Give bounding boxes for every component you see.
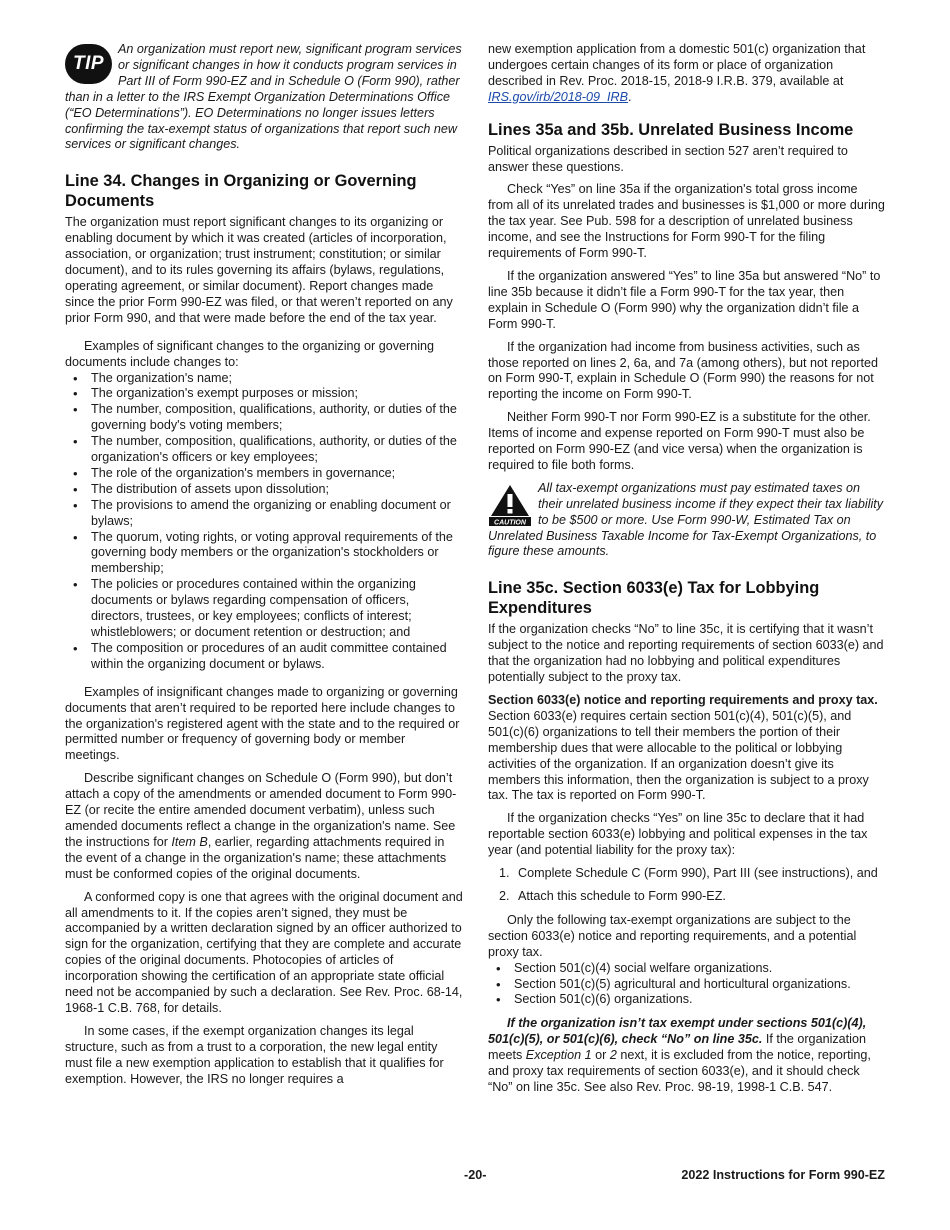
step-item [499, 888, 886, 905]
line35ab-paragraph-4: If the organization had income from business activities, such as those reported on lines 2, 6a, and 7a (among others), but not reported on Form 990-T, explain in Schedule O (Form 990) the reasons for not reporting the income on Form 990-T. [488, 339, 878, 402]
list-item: • The role of the organization's members in governance; [91, 466, 463, 482]
line34-paragraph-3: Examples of insignificant changes made to organizing or governing documents that aren’t required to be reported here include changes to the organization's registered agent with the state and to the required or permitted number or frequency of governing body or member meetings. [65, 684, 460, 763]
line35ab-paragraph-5: Neither Form 990-T nor Form 990-EZ is a substitute for the other. Items of income and expense reported on Form 990-T must also be reported on Form 990-EZ (and vice versa) when the organization is required to file both forms. [488, 410, 871, 472]
step-number: 1. [499, 866, 510, 881]
step-number: 2. [499, 888, 510, 903]
line34-paragraph-1: The organization must report significant changes to its organizing or enabling document by which it was created (articles of incorporation, association, or organization; trust instrument; constitution; or similar document), and to its rules governing its affairs (bylaws, regulations, operating agreement, or similar document). Report changes made since the prior Form 990-EZ was filed, or that weren’t reported on any prior Form 990, and that were made before the end of the tax year. [65, 215, 453, 325]
page-number: -20- [464, 1168, 487, 1182]
line35c-paragraph-3: If the organization checks “Yes” on line 35c to declare that it had reportable section 6033(e) lobbying and political expenses in the tax year (and potential liability for the proxy tax): [488, 811, 868, 858]
tip-note [65, 42, 463, 153]
organizations-list [488, 961, 886, 1009]
tip-text: An organization must report new, significant program services or significant changes in how it conducts program services in Part III of Form 990-EZ and in Schedule O (Form 990), rather than in a letter to the IRS Exempt Organization Determinations Office (“EO Determinations”). EO Determinations no longer issues letters confirming the tax-exempt status of organizations that report such new services or significant changes. [65, 42, 462, 152]
line35ab-heading: Lines 35a and 35b. Unrelated Business Income [488, 120, 854, 139]
caution-label: CAUTION [494, 519, 526, 527]
list-item: • The composition or procedures of an audit committee contained within the organizing document or bylaws. [91, 641, 463, 673]
line35ab-paragraph-2: Check “Yes” on line 35a if the organization's total gross income from all of its unrelated trades and businesses is $1,000 or more during the tax year. See Pub. 598 for a description of unrelated business income, and see the Instructions for Form 990-T for the filing requirements of Form 990-T. [488, 182, 885, 261]
list-item: • Section 501(c)(4) social welfare organizations. [514, 961, 886, 977]
line35c-paragraph-4: Only the following tax-exempt organizations are subject to the section 6033(e) notice and reporting requirements, and a potential proxy tax. [488, 912, 857, 959]
left-column [65, 42, 463, 1094]
list-item: • The policies or procedures contained within the organizing documents or bylaws regarding compensation of officers, directors, trustees, or key employees; conflicts of interest; whistleblowers; or document retention or destruction; and [91, 577, 463, 641]
line35c-heading: Line 35c. Section 6033(e) Tax for Lobbying Expenditures [488, 579, 820, 618]
step-text: Complete Schedule C (Form 990), Part III (see instructions), and [518, 866, 878, 881]
line35ab-paragraph-1: Political organizations described in section 527 aren’t required to answer these questions. [488, 143, 848, 174]
caution-note [488, 481, 886, 561]
step-item [499, 866, 886, 882]
irb-link[interactable]: IRS.gov/irb/2018-09_IRB [488, 89, 629, 104]
line34-paragraph-4: Describe significant changes on Schedule O (Form 990), but don’t attach a copy of the amendments or amended document to Form 990-EZ (or recite the entire amended document verbatim), unless such amended documents reflect a change in the organization's name. See the instructions for Item B, earlier, regarding attachments required in the event of a change in the organization's name; these attachments must be conformed copies of the original documents. [65, 771, 457, 881]
steps-list [488, 866, 886, 905]
caution-text: All tax-exempt organizations must pay estimated taxes on their unrelated business income if they expect their tax liability to be $500 or more. Use Form 990-W, Estimated Tax on Unrelated Business Taxable Income for Tax-Exempt Organizations, to figure these amounts. [488, 480, 884, 559]
list-item: • The quorum, voting rights, or voting approval requirements of the governing body members or the organization's stockholders or membership; [91, 530, 463, 578]
list-item: • The distribution of assets upon dissolution; [91, 482, 463, 498]
line34-paragraph-5: A conformed copy is one that agrees with the original document and all amendments to it. If the copies aren’t signed, they must be accompanied by a written declaration signed by an officer authorized to sign for the organization, certifying that they are complete and accurate copies of the original documents. Photocopies of articles of incorporation showing the certification of an appropriate state official need not be accompanied by such a declaration. See Rev. Proc. 68-14, 1968-1 C.B. 768, for details. [65, 889, 463, 1015]
line34-heading: Line 34. Changes in Organizing or Governing Documents [65, 172, 417, 211]
significant-changes-list [65, 371, 463, 673]
list-item: • The organization's name; [91, 371, 463, 387]
right-column [488, 42, 886, 1103]
line35ab-paragraph-3: If the organization answered “Yes” to line 35a but answered “No” to line 35b because it didn’t file a Form 990-T for the tax year, then explain in Schedule O (Form 990) why the organization didn’t file a Form 990-T. [488, 268, 881, 331]
line35c-paragraph-1: If the organization checks “No” to line 35c, it is certifying that it wasn’t subject to the notice and reporting requirements of section 6033(e) and that the organization had no lobbying and political expenditures potentially subject to the proxy tax. [488, 622, 884, 685]
line34-paragraph-6: In some cases, if the exempt organization changes its legal structure, such as from a trust to a corporation, the new legal entity must file a new exemption application to establish that it qualifies for exemption. However, the IRS no longer requires a [65, 1023, 444, 1086]
caution-icon [488, 483, 532, 527]
list-item: • The number, composition, qualifications, authority, or duties of the organization's officers or key employees; [91, 434, 463, 466]
list-item: • The provisions to amend the organizing or enabling document or bylaws; [91, 498, 463, 530]
list-item: • The number, composition, qualifications, authority, or duties of the governing body's voting members; [91, 402, 463, 434]
line35c-paragraph-5: If the organization isn’t tax exempt under sections 501(c)(4), 501(c)(5), or 501(c)(6), check “No” on line 35c. If the organization meets Exception 1 or 2 next, it is excluded from the notice, reporting, and proxy tax requirements of section 6033(e), and it should check “No” on line 35c. See also Rev. Proc. 98-19, 1998-1 C.B. 547. [488, 1016, 871, 1094]
continued-paragraph: new exemption application from a domestic 501(c) organization that undergoes certain changes of its form or place of organization described in Rev. Proc. 2018-15, 2018-9 I.R.B. 379, available at IRS.gov/irb/2018-09_IRB. [488, 42, 866, 104]
line35c-paragraph-2: Section 6033(e) notice and reporting requirements and proxy tax. Section 6033(e) requires certain section 501(c)(4), 501(c)(5), and 501(c)(6) organizations to tell their members the portion of their membership dues that were allocable to the political or lobbying activities of the organization. If an organization doesn’t give its members this information, then the organization is subject to a proxy tax. The tax is reported on Form 990-T. [488, 693, 878, 803]
list-item: • Section 501(c)(6) organizations. [514, 992, 886, 1008]
list-item: • Section 501(c)(5) agricultural and horticultural organizations. [514, 977, 886, 993]
step-text: Attach this schedule to Form 990-EZ. [518, 888, 726, 903]
list-item: • The organization's exempt purposes or mission; [91, 386, 463, 402]
tip-icon: TIP [65, 44, 112, 84]
line34-paragraph-2: Examples of significant changes to the organizing or governing documents include changes to: [65, 338, 435, 369]
form-title: 2022 Instructions for Form 990-EZ [681, 1168, 885, 1182]
